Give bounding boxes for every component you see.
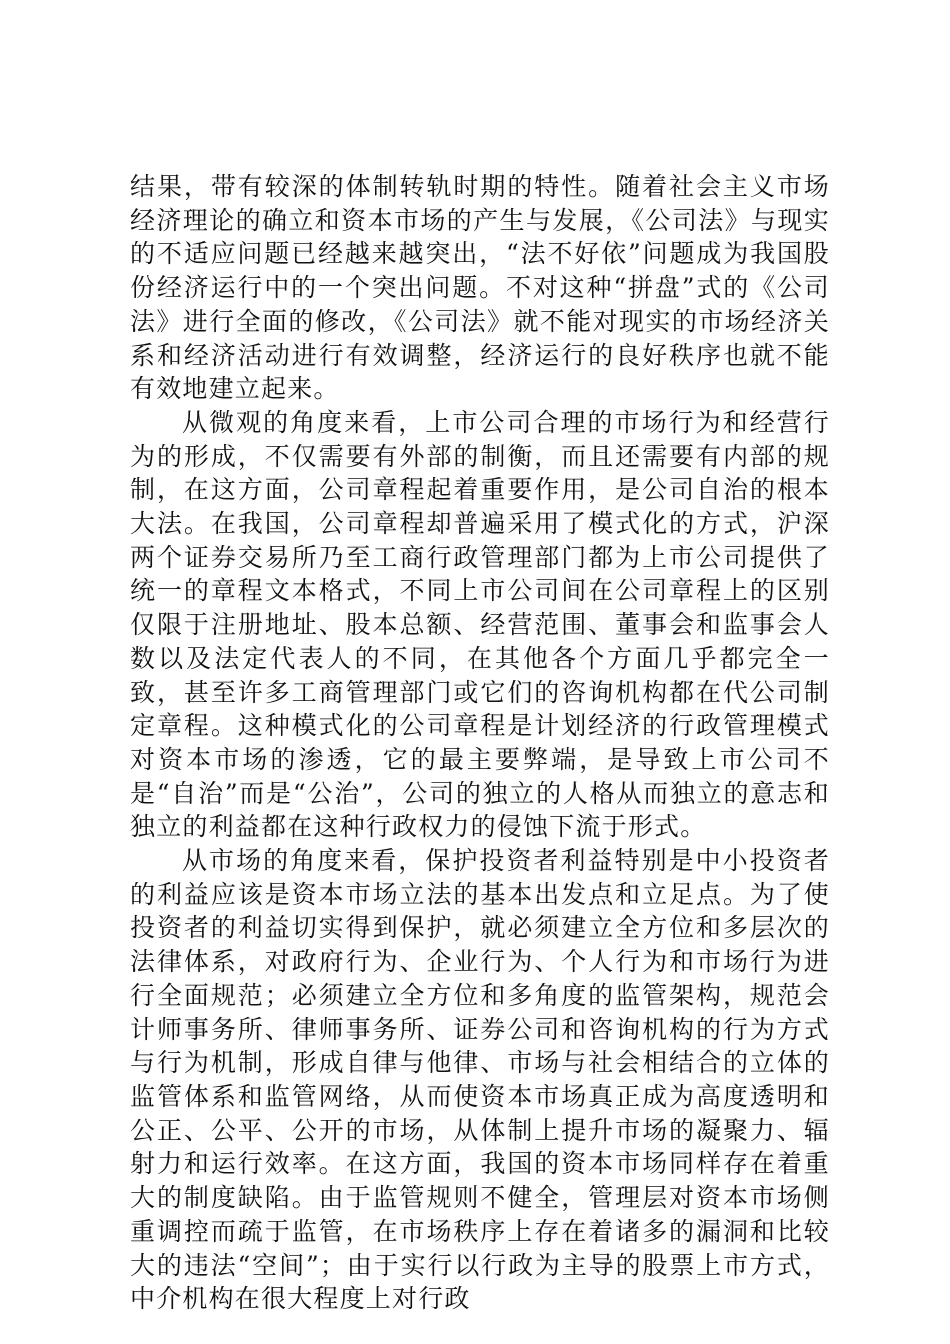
paragraph-2: 从微观的角度来看，上市公司合理的市场行为和经营行为的形成，不仅需要有外部的制衡，而且还需要有内部的规制，在这方面，公司章程起着重要作用，是公司自治的根本大法。在我国，公司章程却普遍采用了模式化的方式，沪深两个证券交易所乃至工商行政管理部门都为上市公司提供了统一的章程文本格式，不同上市公司间在公司章程上的区别仅限于注册地址、股本总额、经营范围、董事会和监事会人数以及法定代表人的不同，在其他各个方面几乎都完全一致，甚至许多工商管理部门或它们的咨询机构都在代公司制定章程。这种模式化的公司章程是计划经济的行政管理模式对资本市场的渗透，它的最主要弊端，是导致上市公司不是“自治”而是“公治”，公司的独立的人格从而独立的意志和独立的利益都在这种行政权力的侵蚀下流于形式。 [130, 407, 830, 842]
paragraph-1: 结果，带有较深的体制转轨时期的特性。随着社会主义市场经济理论的确立和资本市场的产生与发展，《公司法》与现实的不适应问题已经越来越突出，“法不好依”问题成为我国股份经济运行中的一个突出问题。不对这种“拼盘”式的《公司法》进行全面的修改，《公司法》就不能对现实的市场经济关系和经济活动进行有效调整，经济运行的良好秩序也就不能有效地建立起来。 [130, 172, 830, 404]
paragraph-3: 从市场的角度来看，保护投资者利益特别是中小投资者的利益应该是资本市场立法的基本出发点和立足点。为了使投资者的利益切实得到保护，就必须建立全方位和多层次的法律体系，对政府行为、企业行为、个人行为和市场行为进行全面规范；必须建立全方位和多角度的监管架构，规范会计师事务所、律师事务所、证券公司和咨询机构的行为方式与行为机制，形成自律与他律、市场与社会相结合的立体的监管体系和监管网络，从而使资本市场真正成为高度透明和公正、公平、公开的市场，从体制上提升市场的凝聚力、辐射力和运行效率。在这方面，我国的资本市场同样存在着重大的制度缺陷。由于监管规则不健全，管理层对资本市场侧重调控而疏于监管，在市场秩序上存在着诸多的漏洞和比较大的违法“空间”；由于实行以行政为主导的股票上市方式，中介机构在很大程度上对行政 [130, 846, 830, 1314]
document-body [130, 170, 830, 1316]
